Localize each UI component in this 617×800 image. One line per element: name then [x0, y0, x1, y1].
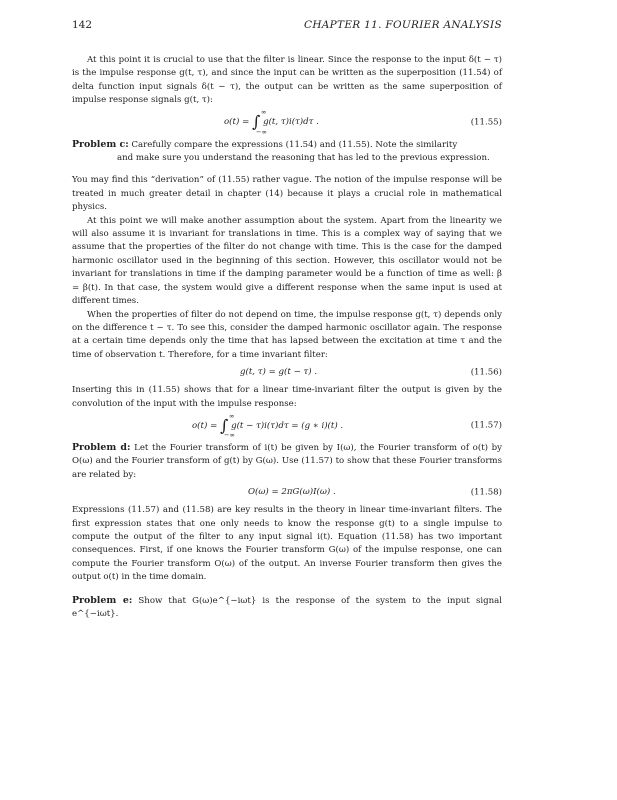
problem-c-continued: and make sure you understand the reasoning that has led to the previous expression. — [117, 153, 490, 164]
integral-lower-limit: −∞ — [224, 431, 235, 440]
equation-number: (11.55) — [470, 116, 502, 127]
integral-lower-limit: −∞ — [256, 128, 267, 137]
integral-upper-limit: ∞ — [261, 108, 267, 117]
problem-e — [72, 594, 502, 622]
equation-number: (11.58) — [470, 487, 502, 498]
page-body — [72, 54, 502, 621]
equation-11-58 — [72, 482, 502, 504]
equation-number: (11.57) — [470, 420, 502, 431]
equation-number: (11.56) — [470, 367, 502, 378]
eq3-lhs: o(t) = — [192, 420, 218, 431]
problem-d-label: Problem d: — [72, 441, 131, 453]
eq3-rhs: g(t − τ)i(τ)dτ = (g ∗ i)(t) . — [231, 420, 344, 431]
equation-11-57 — [72, 411, 502, 441]
eq4-expr: O(ω) = 2πG(ω)I(ω) . — [248, 487, 336, 498]
paragraph-convolution: Inserting this in (11.55) shows that for a linear time-invariant filter the output is given by the convolution of the input with the impulse response: — [72, 385, 502, 409]
integral-upper-limit: ∞ — [229, 411, 235, 420]
paragraph-key-results: Expressions (11.57) and (11.58) are key results in the theory in linear time-invariant filters. The first expression states that one only needs to know the response g(t) to a single impulse to compute the output of the filter to any input signal i(t). Equation (11.58) has two important consequences. First, if one knows the Fourier transform G(ω) of the impulse response, one can compute the Fourier transform O(ω) of the output. An inverse Fourier transform then gives the output o(t) in the time domain. — [72, 505, 502, 583]
chapter-title: CHAPTER 11. FOURIER ANALYSIS — [303, 19, 502, 31]
paragraph-derivation: You may find this “derivation” of (11.55) rather vague. The notion of the impulse response will be treated in much greater detail in chapter (14) because it plays a crucial role in mathematical physics. — [72, 175, 502, 213]
paragraph-difference: When the properties of filter do not depend on time, the impulse response g(t, τ) depends only on the difference t − τ. To see this, consider the damped harmonic oscillator again. The response at a certain time depends only the time that has lapsed between the excitation at time τ and the time of observation t. Therefore, for a time invariant filter: — [72, 309, 502, 360]
eq1-lhs: o(t) = — [224, 117, 250, 128]
problem-e-label: Problem e: — [72, 594, 133, 606]
problem-c-label: Problem c: — [72, 138, 129, 150]
eq2-expr: g(t, τ) = g(t − τ) . — [240, 367, 318, 378]
integral-sign: ∫ ∞ −∞ — [220, 416, 228, 435]
eq1-rhs: g(t, τ)i(τ)dτ . — [263, 117, 319, 128]
problem-c-line1: Carefully compare the expressions (11.54) and (11.55). Note the similarity — [131, 139, 458, 150]
equation-11-55 — [72, 108, 502, 138]
page-number: 142 — [72, 19, 93, 31]
problem-d — [72, 441, 502, 482]
problem-d-text: Let the Fourier transform of i(t) be given by I(ω), the Fourier transform of o(t) by O(ω) and the Fourier transform of g(t) by G(ω). Use (11.57) to show that these Fourier transforms are related by: — [72, 442, 503, 480]
problem-e-text: Show that G(ω)e^{−iωt} is the response of the system to the input signal e^{−iωt}. — [72, 595, 503, 619]
equation-11-56 — [72, 362, 502, 384]
problem-c — [72, 138, 502, 152]
paragraph-linearity: At this point it is crucial to use that the filter is linear. Since the response to the input δ(t − τ) is the impulse response g(t, τ), and since the input can be written as the superposition (11.54) of delta function input signals δ(t − τ), the output can be written as the same superposition of impulse response signals g(t, τ): — [72, 55, 502, 106]
integral-sign: ∫ ∞ −∞ — [252, 112, 260, 131]
paragraph-time-invariance: At this point we will make another assumption about the system. Apart from the linearity we will also assume it is invariant for translations in time. This is a complex way of saying that we assume that the properties of the filter do not change with time. This is the case for the damped harmonic oscillator used in the beginning of this section. However, this oscillator would not be invariant for translations in time if the damping parameter would be a function of time as well: β = β(t). In that case, the system would give a different response when the same input is used at different times. — [72, 215, 502, 307]
